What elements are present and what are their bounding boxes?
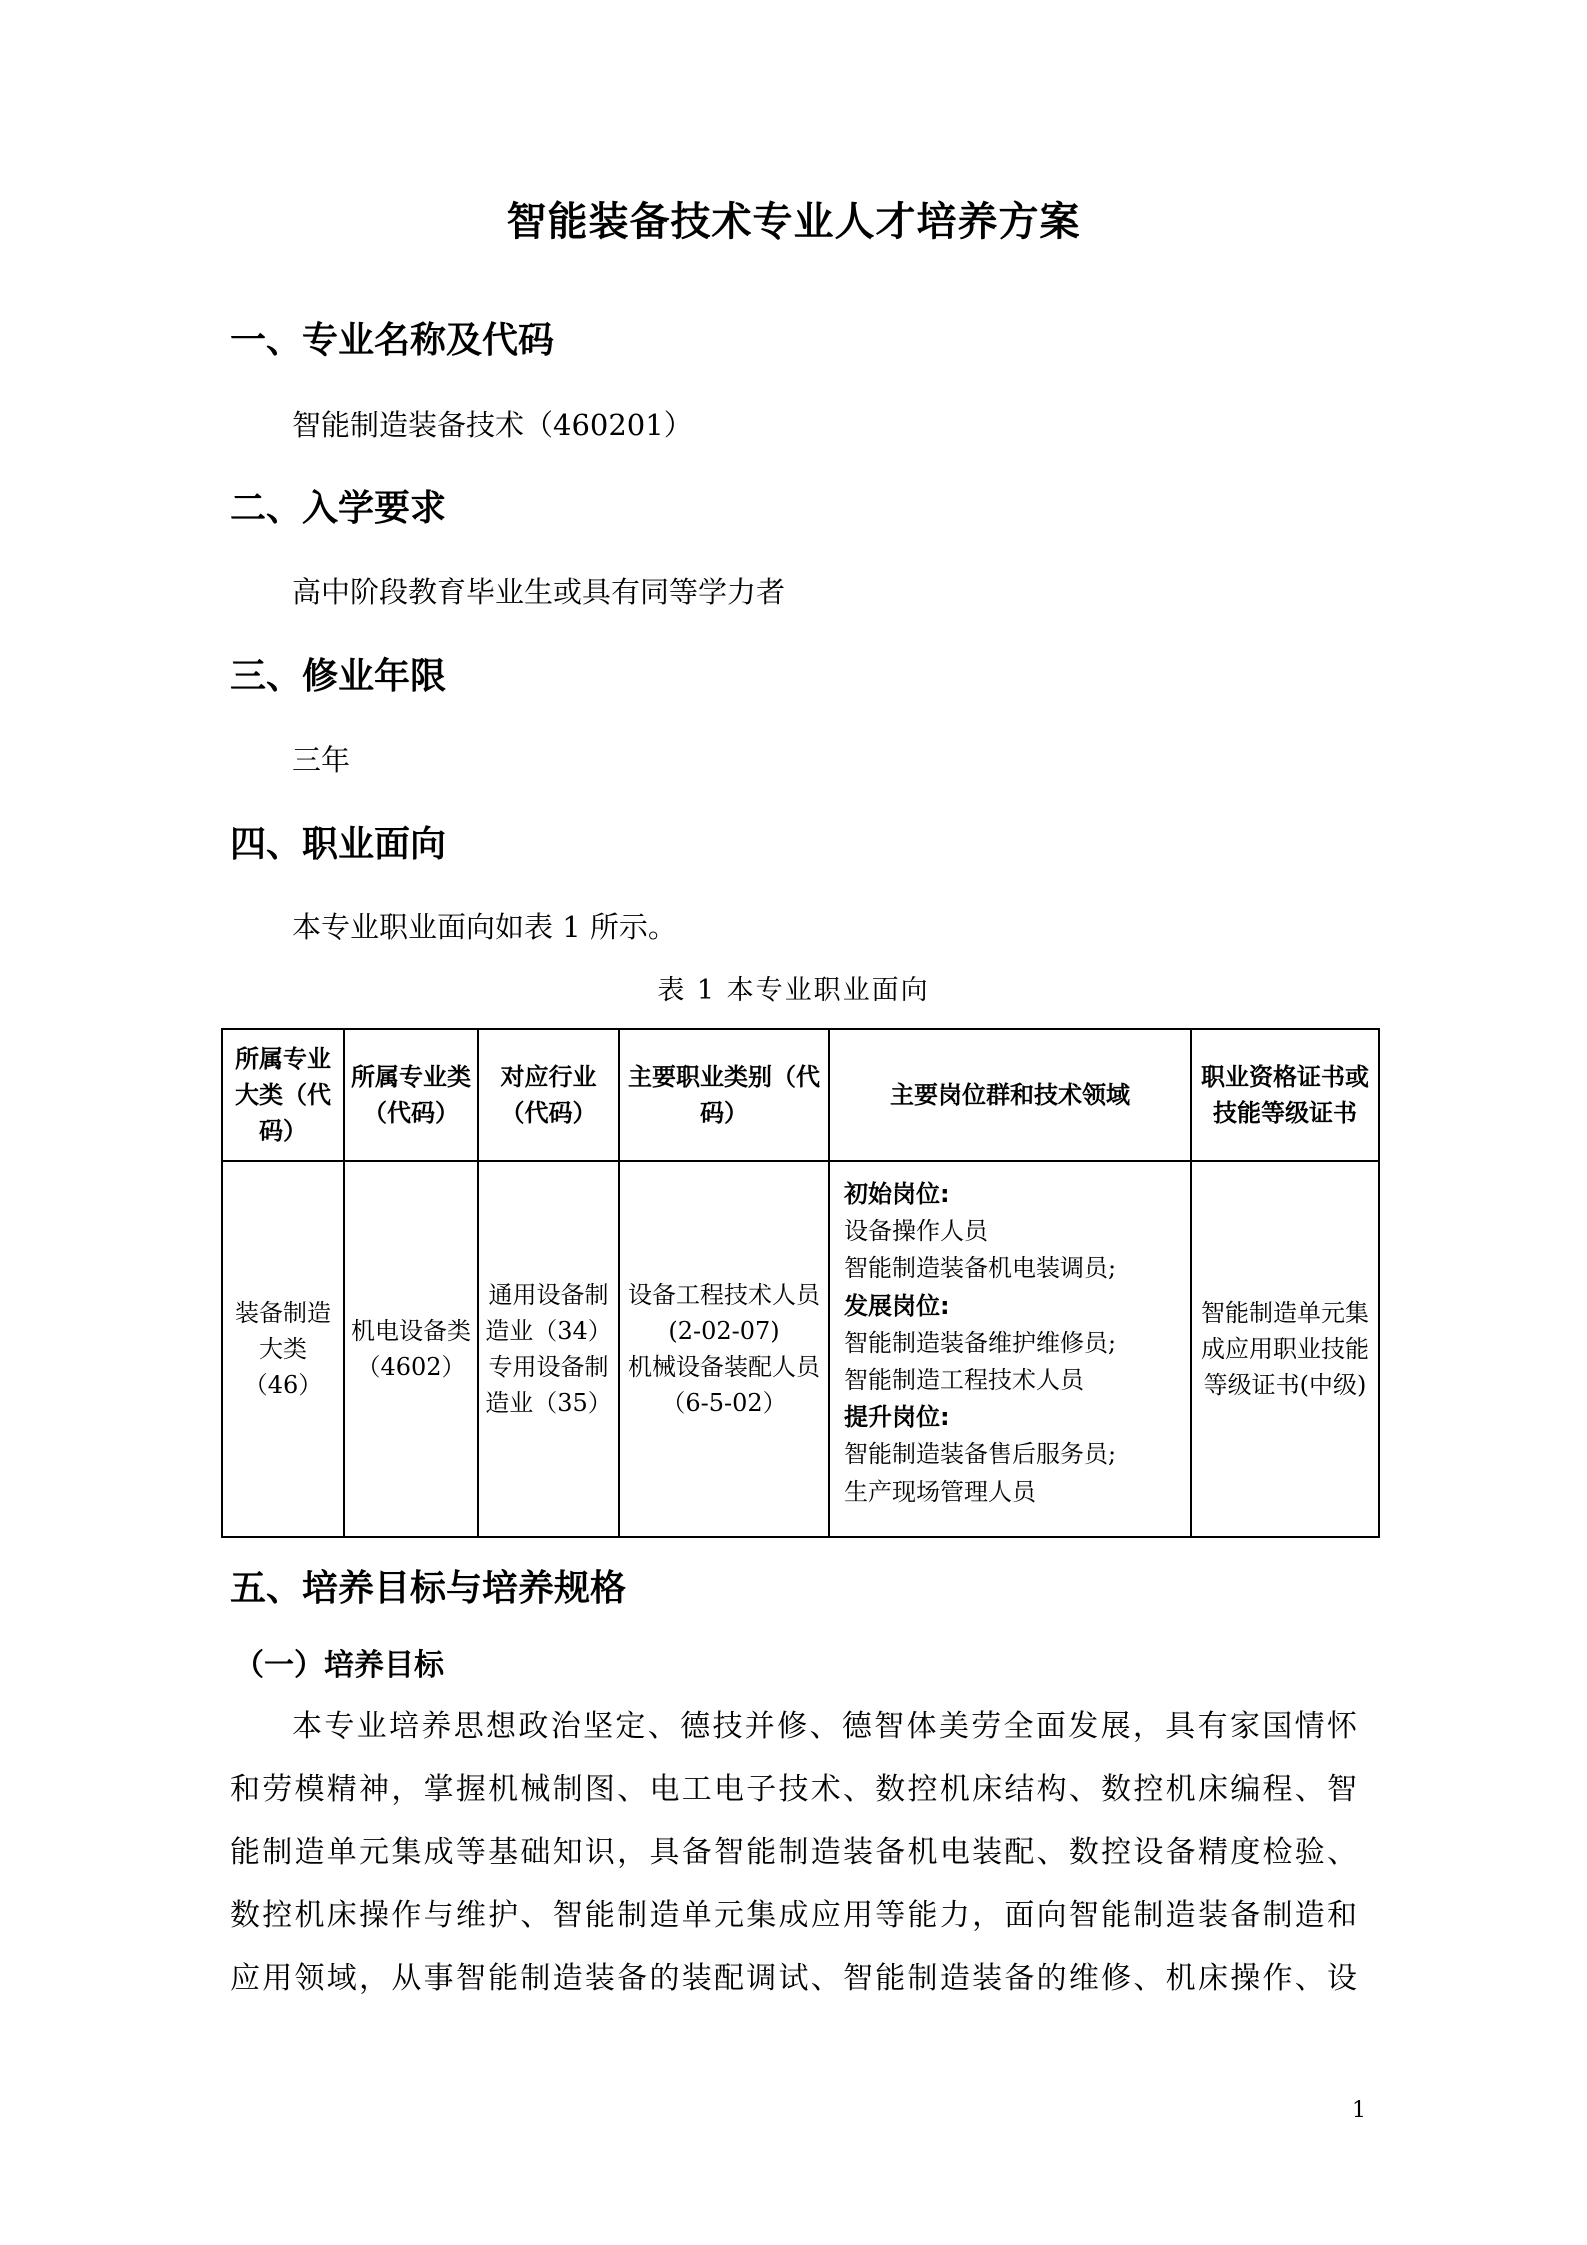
paragraph-line: 能制造单元集成等基础知识，具备智能制造装备机电装配、数控设备精度检验、 xyxy=(230,1835,1357,1870)
occupation-line: 机械设备装配人员（6-5-02） xyxy=(628,1353,820,1417)
table-row xyxy=(222,1161,1379,1537)
duration-text: 三年 xyxy=(292,743,351,777)
position-item: 智能制造装备售后服务员; xyxy=(844,1440,1117,1469)
position-item: 智能制造装备维护维修员; xyxy=(844,1328,1117,1357)
occupation-cell xyxy=(619,1161,829,1537)
paragraph-line: 应用领域，从事智能制造装备的装配调试、智能制造装备的维修、机床操作、设 xyxy=(230,1961,1357,1996)
paragraph-line: 和劳模精神，掌握机械制图、电工电子技术、数控机床结构、数控机床编程、智 xyxy=(230,1772,1357,1807)
promotion-positions-label: 提升岗位: xyxy=(844,1403,950,1432)
section-heading-4: 四、职业面向 xyxy=(230,824,447,865)
position-item: 智能制造装备机电装调员; xyxy=(844,1254,1117,1283)
table-caption: 表 1 本专业职业面向 xyxy=(657,975,930,1006)
occupation-table xyxy=(221,1028,1380,1538)
subcategory-cell: 机电设备类（4602） xyxy=(344,1161,478,1537)
section-heading-3: 三、修业年限 xyxy=(230,656,447,697)
development-positions-label: 发展岗位: xyxy=(844,1291,950,1320)
position-item: 生产现场管理人员 xyxy=(844,1477,1036,1506)
certificate-cell: 智能制造单元集成应用职业技能等级证书(中级) xyxy=(1191,1161,1379,1537)
paragraph-line: 数控机床操作与维护、智能制造单元集成应用等能力，面向智能制造装备制造和 xyxy=(230,1898,1357,1933)
initial-positions-label: 初始岗位: xyxy=(844,1180,950,1208)
category-cell: 装备制造大类（46） xyxy=(222,1161,344,1537)
admission-text: 高中阶段教育毕业生或具有同等学力者 xyxy=(292,575,786,609)
section-heading-5: 五、培养目标与培养规格 xyxy=(230,1568,627,1609)
positions-cell xyxy=(829,1161,1191,1537)
table-header-cell: 主要岗位群和技术领域 xyxy=(829,1029,1191,1161)
position-item: 设备操作人员 xyxy=(844,1217,988,1246)
position-item: 智能制造工程技术人员 xyxy=(844,1365,1084,1394)
occupation-line: 设备工程技术人员 xyxy=(628,1281,820,1309)
industry-cell: 通用设备制造业（34）专用设备制造业（35） xyxy=(478,1161,619,1537)
table-header-cell: 职业资格证书或技能等级证书 xyxy=(1191,1029,1379,1161)
occupation-intro-text: 本专业职业面向如表 1 所示。 xyxy=(292,910,677,944)
table-header-row xyxy=(222,1029,1379,1161)
section-heading-1: 一、专业名称及代码 xyxy=(230,320,555,361)
page-number: 1 xyxy=(1352,2098,1366,2123)
major-name-text: 智能制造装备技术（460201） xyxy=(292,408,693,442)
table-header-cell: 所属专业类（代码） xyxy=(344,1029,478,1161)
section-heading-2: 二、入学要求 xyxy=(230,488,447,529)
table-header-cell: 对应行业（代码） xyxy=(478,1029,619,1161)
table-header-cell: 所属专业大类（代码） xyxy=(222,1029,344,1161)
table-header-cell: 主要职业类别（代码） xyxy=(619,1029,829,1161)
occupation-code: (2-02-07) xyxy=(668,1317,780,1345)
page-title: 智能装备技术专业人才培养方案 xyxy=(506,199,1081,245)
subsection-heading: （一）培养目标 xyxy=(234,1648,444,1683)
paragraph-line: 本专业培养思想政治坚定、德技并修、德智体美劳全面发展，具有家国情怀 xyxy=(292,1709,1357,1744)
